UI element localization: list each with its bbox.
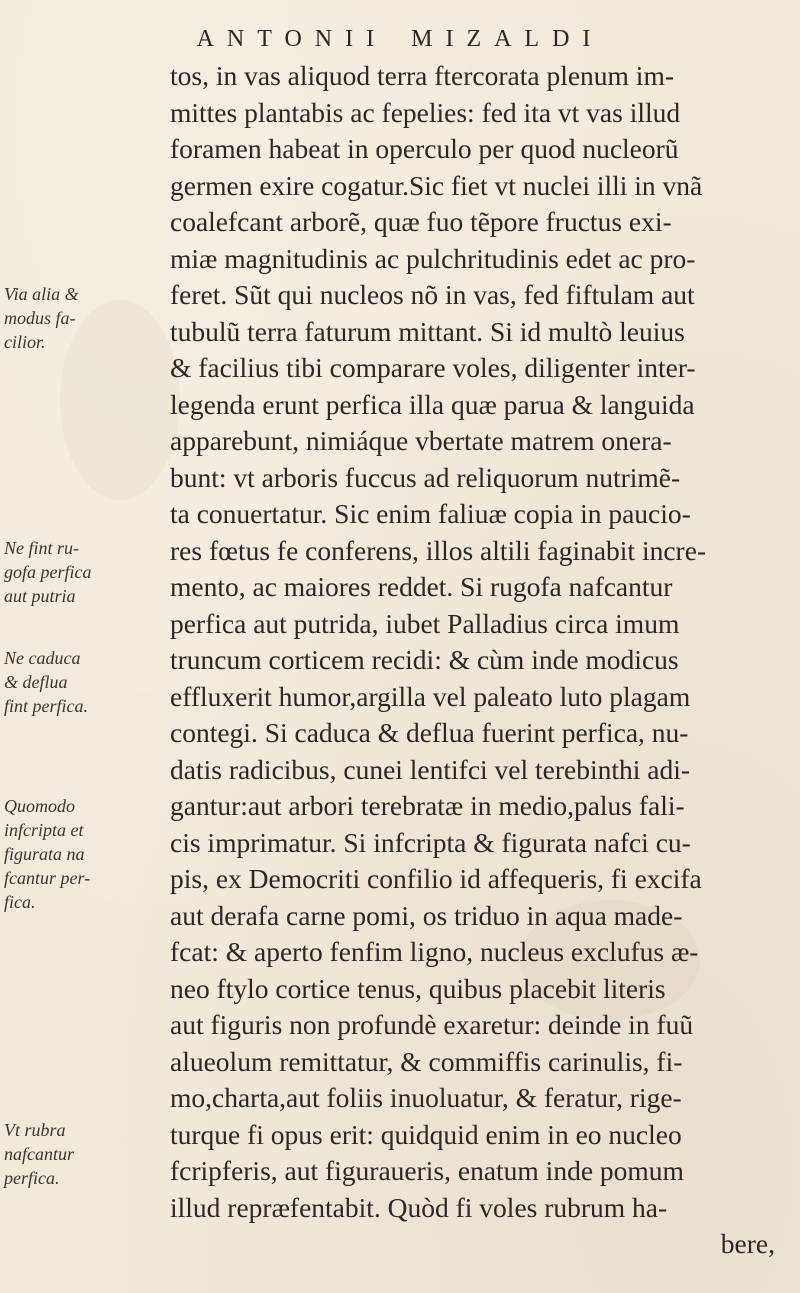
header-author-first: ANTONII bbox=[196, 26, 388, 52]
text-line: res fœtus fe conferens, illos altili faginabit incre- bbox=[170, 534, 707, 566]
text-line: neo ftylo cortice tenus, quibus placebit literis bbox=[170, 972, 666, 1004]
text-line: ta conuertatur. Sic enim faliuæ copia in paucio- bbox=[170, 498, 691, 529]
text-line: fcripferis, aut figuraueris, enatum inde pomum bbox=[170, 1155, 684, 1186]
margin-note-line: fica. bbox=[4, 892, 36, 912]
text-line: pis, ex Democriti confilio id affequeris, fi excifa bbox=[170, 863, 702, 894]
margin-note-line: Quomodo bbox=[4, 796, 75, 816]
text-line: cis imprimatur. Si infcripta & figurata nafci cu- bbox=[170, 826, 691, 858]
margin-note-line: Ne fint ru- bbox=[4, 538, 79, 558]
margin-note-line: Vt rubra bbox=[4, 1120, 66, 1140]
margin-note bbox=[4, 536, 154, 608]
running-header bbox=[0, 26, 800, 53]
text-line: turque fi opus erit: quidquid enim in eo nucleo bbox=[170, 1118, 682, 1150]
text-line: perfica aut putrida, iubet Palladius circa imum bbox=[170, 607, 680, 639]
margin-note-line: fint perfica. bbox=[4, 696, 88, 716]
text-line: datis radicibus, cunei lentifci vel terebinthi adi- bbox=[170, 753, 691, 785]
text-line: truncum corticem recidi: & cùm inde modicus bbox=[170, 644, 679, 675]
margin-note-line: perfica. bbox=[4, 1168, 60, 1188]
text-line: bunt: vt arboris fuccus ad reliquorum nutrimẽ- bbox=[170, 461, 681, 493]
text-line: foramen habeat in operculo per quod nucleorũ bbox=[170, 133, 679, 164]
header-author-last: MIZALDI bbox=[411, 26, 604, 52]
text-line: feret. Sũt qui nucleos nõ in vas, fed fiftulam aut bbox=[170, 279, 695, 310]
margin-note-line: Via alia & bbox=[4, 284, 79, 304]
text-line: mo,charta,aut foliis inuoluatur, & feratur, rige- bbox=[170, 1082, 682, 1113]
margin-note-line: figurata na bbox=[4, 844, 85, 864]
text-line: apparebunt, nimiáque vbertate matrem onera- bbox=[170, 425, 672, 456]
margin-note-line: cilior. bbox=[4, 332, 46, 352]
margin-note-line: infcripta et bbox=[4, 820, 84, 840]
margin-note bbox=[4, 282, 154, 354]
text-line: tubulũ terra faturum mittant. Si id multò leuius bbox=[170, 315, 685, 347]
text-line: effluxerit humor,argilla vel paleato luto plagam bbox=[170, 680, 691, 712]
margin-note-line: gofa perfica bbox=[4, 562, 92, 582]
text-line: illud repræfentabit. Quòd fi voles rubrum ha- bbox=[170, 1191, 668, 1223]
margin-note-line: modus fa- bbox=[4, 308, 76, 328]
margin-note bbox=[4, 1118, 154, 1190]
text-line-catchword: bere, bbox=[720, 1228, 775, 1259]
margin-note-line: nafcantur bbox=[4, 1144, 74, 1164]
text-line: germen exire cogatur.Sic fiet vt nuclei illi in vnã bbox=[170, 169, 703, 201]
margin-note bbox=[4, 646, 154, 718]
margin-note-line: Ne caduca bbox=[4, 648, 81, 668]
text-line: gantur:aut arbori terebratæ in medio,palus fali- bbox=[170, 790, 685, 821]
text-line: coalefcant arborẽ, quæ fuo tẽpore fructus exi- bbox=[170, 206, 672, 237]
text-line: aut figuris non profundè exaretur: deinde in fuũ bbox=[170, 1009, 694, 1040]
text-line: mento, ac maiores reddet. Si rugofa nafcantur bbox=[170, 571, 673, 602]
text-line: miæ magnitudinis ac pulchritudinis edet ac pro- bbox=[170, 242, 696, 274]
margin-note bbox=[4, 794, 154, 914]
text-line: & facilius tibi comparare voles, diligenter inter- bbox=[170, 352, 696, 383]
text-line: fcat: & aperto fenfim ligno, nucleus exclufus æ- bbox=[170, 936, 699, 967]
text-line: contegi. Si caduca & deflua fuerint perfica, nu- bbox=[170, 717, 689, 748]
text-line: legenda erunt perfica illa quæ parua & languida bbox=[170, 388, 695, 420]
text-line: aut derafa carne pomi, os triduo in aqua made- bbox=[170, 899, 683, 931]
text-line: alueolum remittatur, & commiffis carinulis, fi- bbox=[170, 1045, 683, 1077]
text-line: mittes plantabis ac fepelies: fed ita vt vas illud bbox=[170, 96, 681, 128]
margin-note-line: aut putria bbox=[4, 586, 76, 606]
margin-note-line: fcantur per- bbox=[4, 868, 91, 888]
margin-note-line: & deflua bbox=[4, 672, 68, 692]
text-line: tos, in vas aliquod terra ftercorata plenum im- bbox=[170, 60, 674, 91]
